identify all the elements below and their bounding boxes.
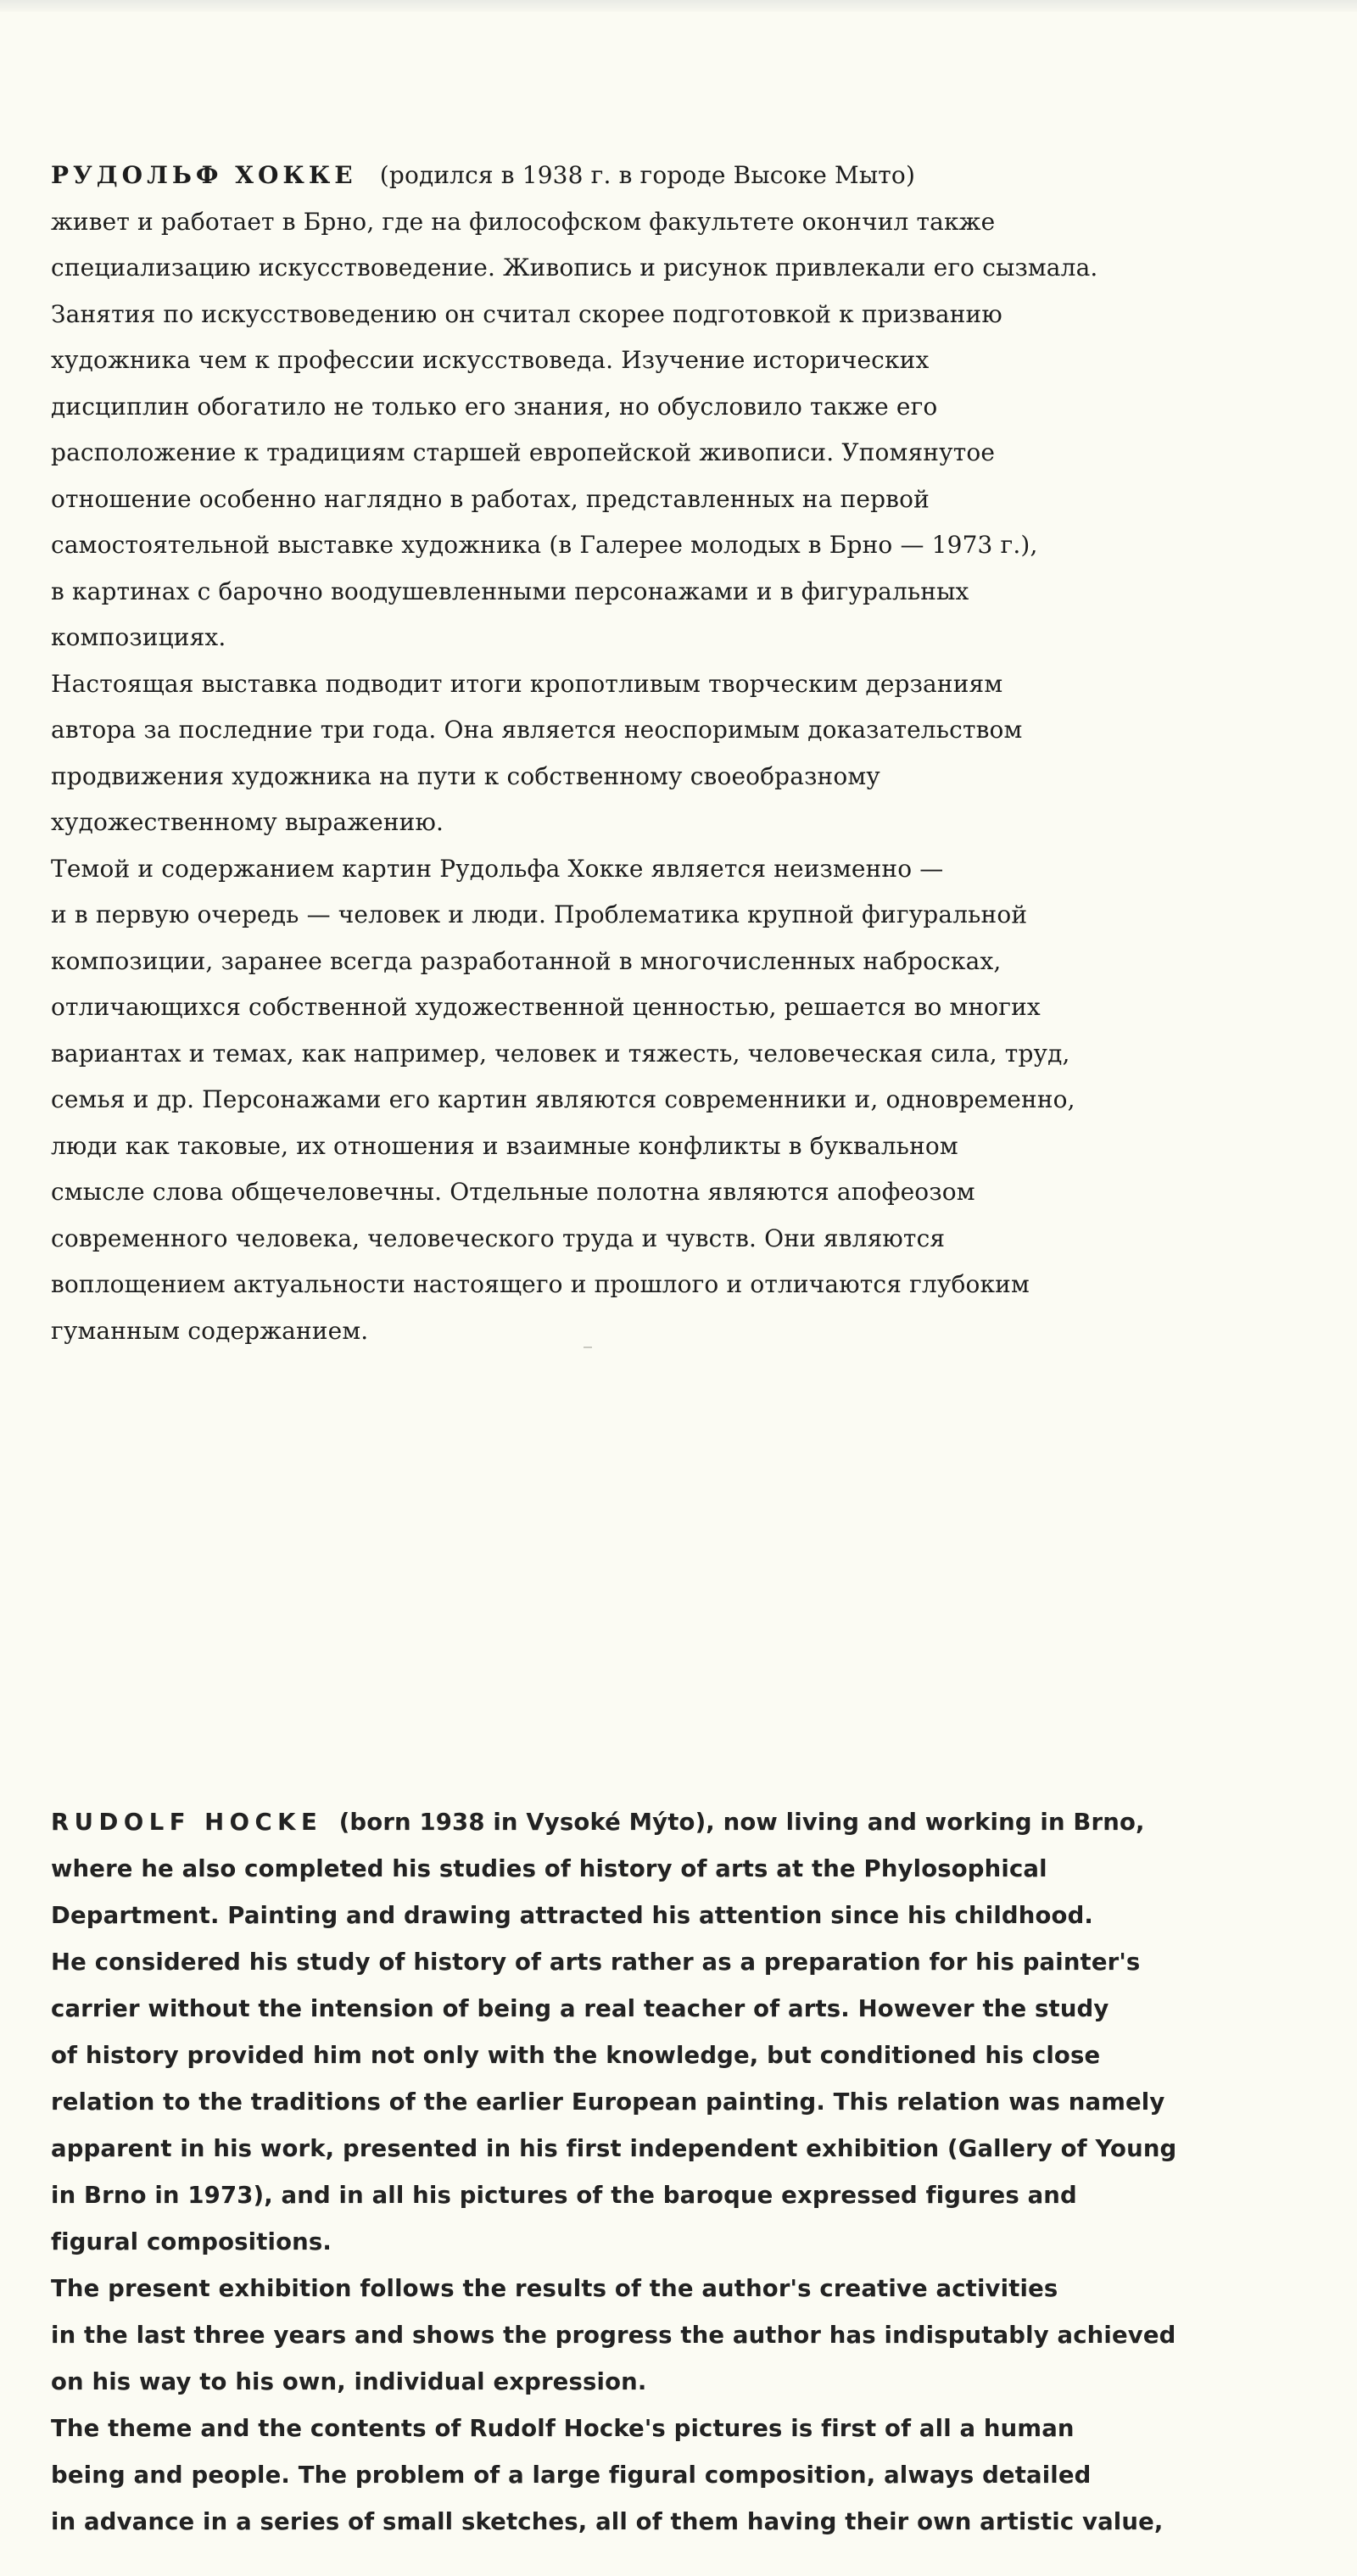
ru-line-18: композиции, заранее всегда разработанной в многочисленных набросках, — [51, 946, 1002, 975]
en-line-11: The present exhibition follows the results of the author's creative activities — [51, 2275, 1058, 2302]
en-line-7: relation to the traditions of the earlier European painting. This relation was namely — [51, 2088, 1165, 2116]
english-text-block — [51, 1799, 1315, 2545]
page-top-edge — [0, 0, 1357, 12]
ru-line-9: самостоятельной выставке художника (в Галерее молодых в Брно — 1973 г.), — [51, 531, 1038, 559]
en-line-12: in the last three years and shows the progress the author has indisputably achieved — [51, 2322, 1176, 2349]
ru-line-3: специализацию искусствоведение. Живопись и рисунок привлекали его сызмала. — [51, 254, 1098, 282]
ru-line-26: гуманным содержанием. — [51, 1316, 369, 1345]
ru-line-15: художественному выражению. — [51, 808, 444, 836]
en-line-8: apparent in his work, presented in his first independent exhibition (Gallery of Young — [51, 2135, 1177, 2162]
ru-line-5: художника чем к профессии искусствоведа. Изучение исторических — [51, 346, 930, 374]
en-line-9: in Brno in 1973), and in all his pictures of the baroque expressed figures and — [51, 2182, 1077, 2209]
ru-line-10: в картинах с барочно воодушевленными персонажами и в фигуральных — [51, 577, 969, 605]
ru-line-21: семья и др. Персонажами его картин являются современники и, одновременно, — [51, 1085, 1075, 1113]
ru-line-13: автора за последние три года. Она является неоспоримым доказательством — [51, 716, 1023, 744]
en-line-14: The theme and the contents of Rudolf Hocke's pictures is first of all a human — [51, 2415, 1075, 2442]
en-line-16: in advance in a series of small sketches, all of them having their own artistic value, — [51, 2508, 1164, 2535]
ru-line-12: Настоящая выставка подводит итоги кропотливым творческим дерзаниям — [51, 669, 1003, 698]
en-line-3: Department. Painting and drawing attracted his attention since his childhood. — [51, 1902, 1094, 1929]
ru-line-17: и в первую очередь — человек и люди. Проблематика крупной фигуральной — [51, 900, 1028, 928]
ru-line-25: воплощением актуальности настоящего и прошлого и отличаются глубоким — [51, 1270, 1030, 1298]
ru-line-23: смысле слова общечеловечны. Отдельные полотна являются апофеозом — [51, 1178, 975, 1206]
en-line-5: carrier without the intension of being a real teacher of arts. However the study — [51, 1995, 1109, 2022]
ru-line-14: продвижения художника на пути к собственному своеобразному — [51, 761, 880, 790]
en-line-6: of history provided him not only with the knowledge, but conditioned his close — [51, 2042, 1101, 2069]
ru-line-1: РУДОЛЬФ ХОККЕ (родился в 1938 г. в городе Высоке Мыто) — [51, 161, 916, 189]
en-line-13: on his way to his own, individual expression. — [51, 2368, 647, 2395]
ru-line-7: расположение к традициям старшей европейской живописи. Упомянутое — [51, 438, 996, 466]
en-line-15: being and people. The problem of a large figural composition, always detailed — [51, 2462, 1092, 2489]
ru-line-19: отличающихся собственной художественной ценностью, решается во многих — [51, 993, 1041, 1021]
en-line-2: where he also completed his studies of history of arts at the Phylosophical — [51, 1855, 1047, 1882]
ru-line-2: живет и работает в Брно, где на философском факультете окончил также — [51, 207, 996, 236]
ru-author-name: РУДОЛЬФ ХОККЕ — [51, 161, 357, 189]
ru-line-11: композициях. — [51, 623, 226, 651]
ru-line-8: отношение особенно наглядно в работах, представленных на первой — [51, 484, 930, 513]
en-line-1: RUDOLF HOCKE (born 1938 in Vysoké Mýto), now living and working in Brno, — [51, 1809, 1145, 1836]
en-line-10: figural compositions. — [51, 2228, 332, 2255]
ru-line-16: Темой и содержанием картин Рудольфа Хокке является неизменно — — [51, 854, 944, 883]
ru-line-24: современного человека, человеческого труда и чувств. Они являются — [51, 1224, 946, 1252]
en-line-4: He considered his study of history of arts rather as a preparation for his painter's — [51, 1949, 1141, 1976]
ru-line-20: вариантах и темах, как например, человек и тяжесть, человеческая сила, труд, — [51, 1039, 1070, 1068]
ru-line-4: Занятия по искусствоведению он считал скорее подготовкой к призванию — [51, 299, 1002, 328]
ru-line-22: люди как таковые, их отношения и взаимные конфликты в буквальном — [51, 1131, 958, 1160]
ru-line-6: дисциплин обогатило не только его знания, но обусловило также его — [51, 392, 938, 421]
paper-speck — [584, 1347, 592, 1348]
russian-text-block — [51, 153, 1315, 1354]
en-author-name: RUDOLF HOCKE — [51, 1809, 323, 1836]
